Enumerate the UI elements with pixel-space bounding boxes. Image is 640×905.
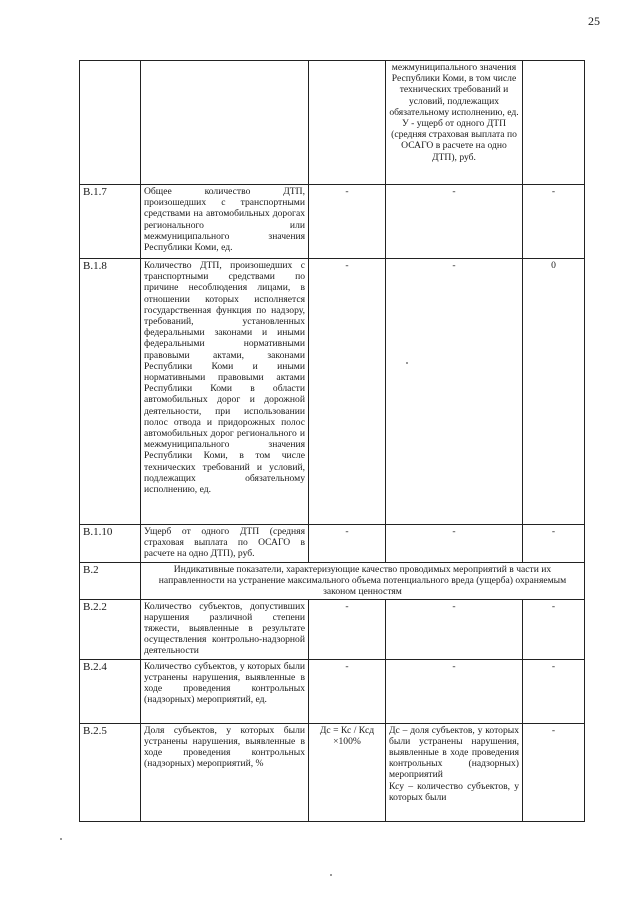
row-formula: - [309, 659, 386, 723]
row-target: - [523, 525, 585, 563]
row-explanation: Дс – доля субъектов, у которых были устранены нарушения, выявленные в ходе проведения контрольных (надзорных) мероприятий Ксу – количество субъектов, у которых были [386, 723, 523, 821]
scan-speck [60, 838, 62, 840]
section-code: В.2 [80, 563, 141, 600]
formula-cell [309, 61, 386, 185]
page-number: 25 [588, 14, 600, 28]
row-formula: - [309, 525, 386, 563]
row-target: - [523, 723, 585, 821]
row-description: Количество субъектов, допустивших нарушения различной степени тяжести, выявленные в результате осуществления контрольно-надзорной деятельности [141, 599, 309, 659]
explanation-text: межмуниципального значения Республики Коми, в том числе технических требований и условий, подлежащих обязательному исполнению, ед. У - ущерб от одного ДТП (средняя страховая выплата по ОСАГО в расчете на одно ДТП), руб. [389, 62, 519, 163]
row-description: Ущерб от одного ДТП (средняя страховая выплата по ОСАГО в расчете на одно ДТП), руб. [141, 525, 309, 563]
table-row [80, 599, 585, 659]
code-cell [80, 61, 141, 185]
row-target: - [523, 599, 585, 659]
section-row [80, 563, 585, 600]
table-row-continuation [80, 61, 585, 185]
row-target: 0 [523, 259, 585, 525]
row-code: В.2.4 [80, 659, 141, 723]
scan-speck [406, 362, 408, 364]
section-title-cell [141, 563, 585, 600]
row-code: В.1.10 [80, 525, 141, 563]
section-title: Индикативные показатели, характеризующие качество проводимых мероприятий в части их направленности на устранение максимального объема потенциального вреда (ущерба) охраняемым законом ценностям [158, 564, 567, 598]
table-row [80, 185, 585, 259]
table-row [80, 525, 585, 563]
row-description: Количество ДТП, произошедших с транспортными средствами по причине несоблюдения лицами, в отношении которых исполняется государственная функция по надзору, требований, установленных федеральными законами и иными федеральными нормативными правовыми актами, законами Республики Коми и иными нормативными правовыми актами Республики Коми в области автомобильных дорог и дорожной деятельности, при использовании полос отвода и придорожных полос автомобильных дорог регионального и межмуниципального значения Республики Коми, в том числе технических требований и условий, подлежащих обязательному исполнению, ед. [141, 259, 309, 525]
row-target: - [523, 659, 585, 723]
table-row [80, 259, 585, 525]
row-description: Доля субъектов, у которых были устранены нарушения, выявленные в ходе проведения контрольных (надзорных) мероприятий, % [141, 723, 309, 821]
row-explanation: - [386, 185, 523, 259]
row-explanation: - [386, 259, 523, 525]
row-description: Общее количество ДТП, произошедших с транспортными средствами на автомобильных дорогах регионального или межмуниципального значения Республики Коми, ед. [141, 185, 309, 259]
row-formula: - [309, 185, 386, 259]
scan-speck [330, 874, 332, 876]
row-formula: - [309, 259, 386, 525]
row-description: Количество субъектов, у которых были устранены нарушения, выявленные в ходе проведения контрольных (надзорных) мероприятий, ед. [141, 659, 309, 723]
row-formula: Дс = Кс / Ксд ×100% [309, 723, 386, 821]
indicators-table [79, 60, 585, 822]
table-row [80, 659, 585, 723]
row-explanation: - [386, 525, 523, 563]
row-explanation: - [386, 599, 523, 659]
row-code: В.2.5 [80, 723, 141, 821]
row-target: - [523, 185, 585, 259]
explanation-cell [386, 61, 523, 185]
target-cell [523, 61, 585, 185]
row-explanation: - [386, 659, 523, 723]
row-formula: - [309, 599, 386, 659]
table-row [80, 723, 585, 821]
row-code: В.2.2 [80, 599, 141, 659]
row-code: В.1.8 [80, 259, 141, 525]
description-cell [141, 61, 309, 185]
row-code: В.1.7 [80, 185, 141, 259]
